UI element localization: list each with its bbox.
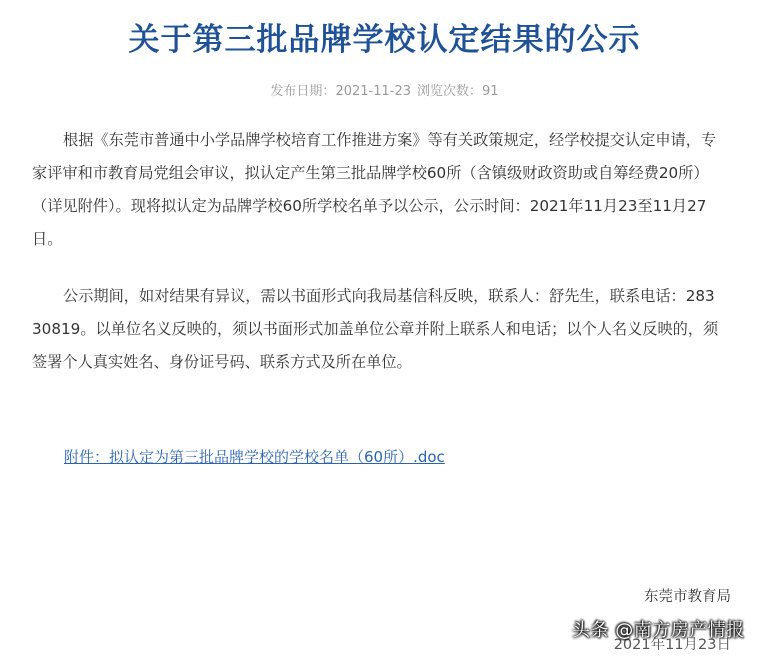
attachment-link[interactable]: 附件：拟认定为第三批品牌学校的学校名单（60所）.doc	[64, 448, 445, 466]
issuer-signature: 东莞市教育局	[644, 589, 731, 605]
page-title: 关于第三批品牌学校认定结果的公示	[128, 22, 641, 58]
view-count-label: 浏览次数：	[417, 84, 483, 99]
body-paragraph-1: 根据《东莞市普通中小学品牌学校培育工作推进方案》等有关政策规定，经学校提交认定申请，专家评审和市教育局党组会审议，拟认定产生第三批品牌学校60所（含镇级财政资助或自筹经费20所）（详见附件）。现将拟认定为品牌学校60所学校名单予以公示，公示时间：2021年11月23至11月27日。	[32, 131, 717, 248]
publish-date-label: 发布日期：	[270, 84, 336, 99]
watermark: 头条 @南方房产情报	[572, 620, 745, 641]
view-count: 91	[482, 84, 499, 99]
article-meta	[0, 80, 769, 99]
publish-date: 2021-11-23	[335, 84, 411, 99]
body-paragraph-2: 公示期间，如对结果有异议，需以书面形式向我局基信科反映，联系人：舒先生，联系电话：28330819。以单位名义反映的，须以书面形式加盖单位公章并附上联系人和电话；以个人名义反映的，须签署个人真实姓名、身份证号码、联系方式及所在单位。	[32, 287, 719, 371]
issue-date: 2021年11月23日	[613, 637, 731, 653]
